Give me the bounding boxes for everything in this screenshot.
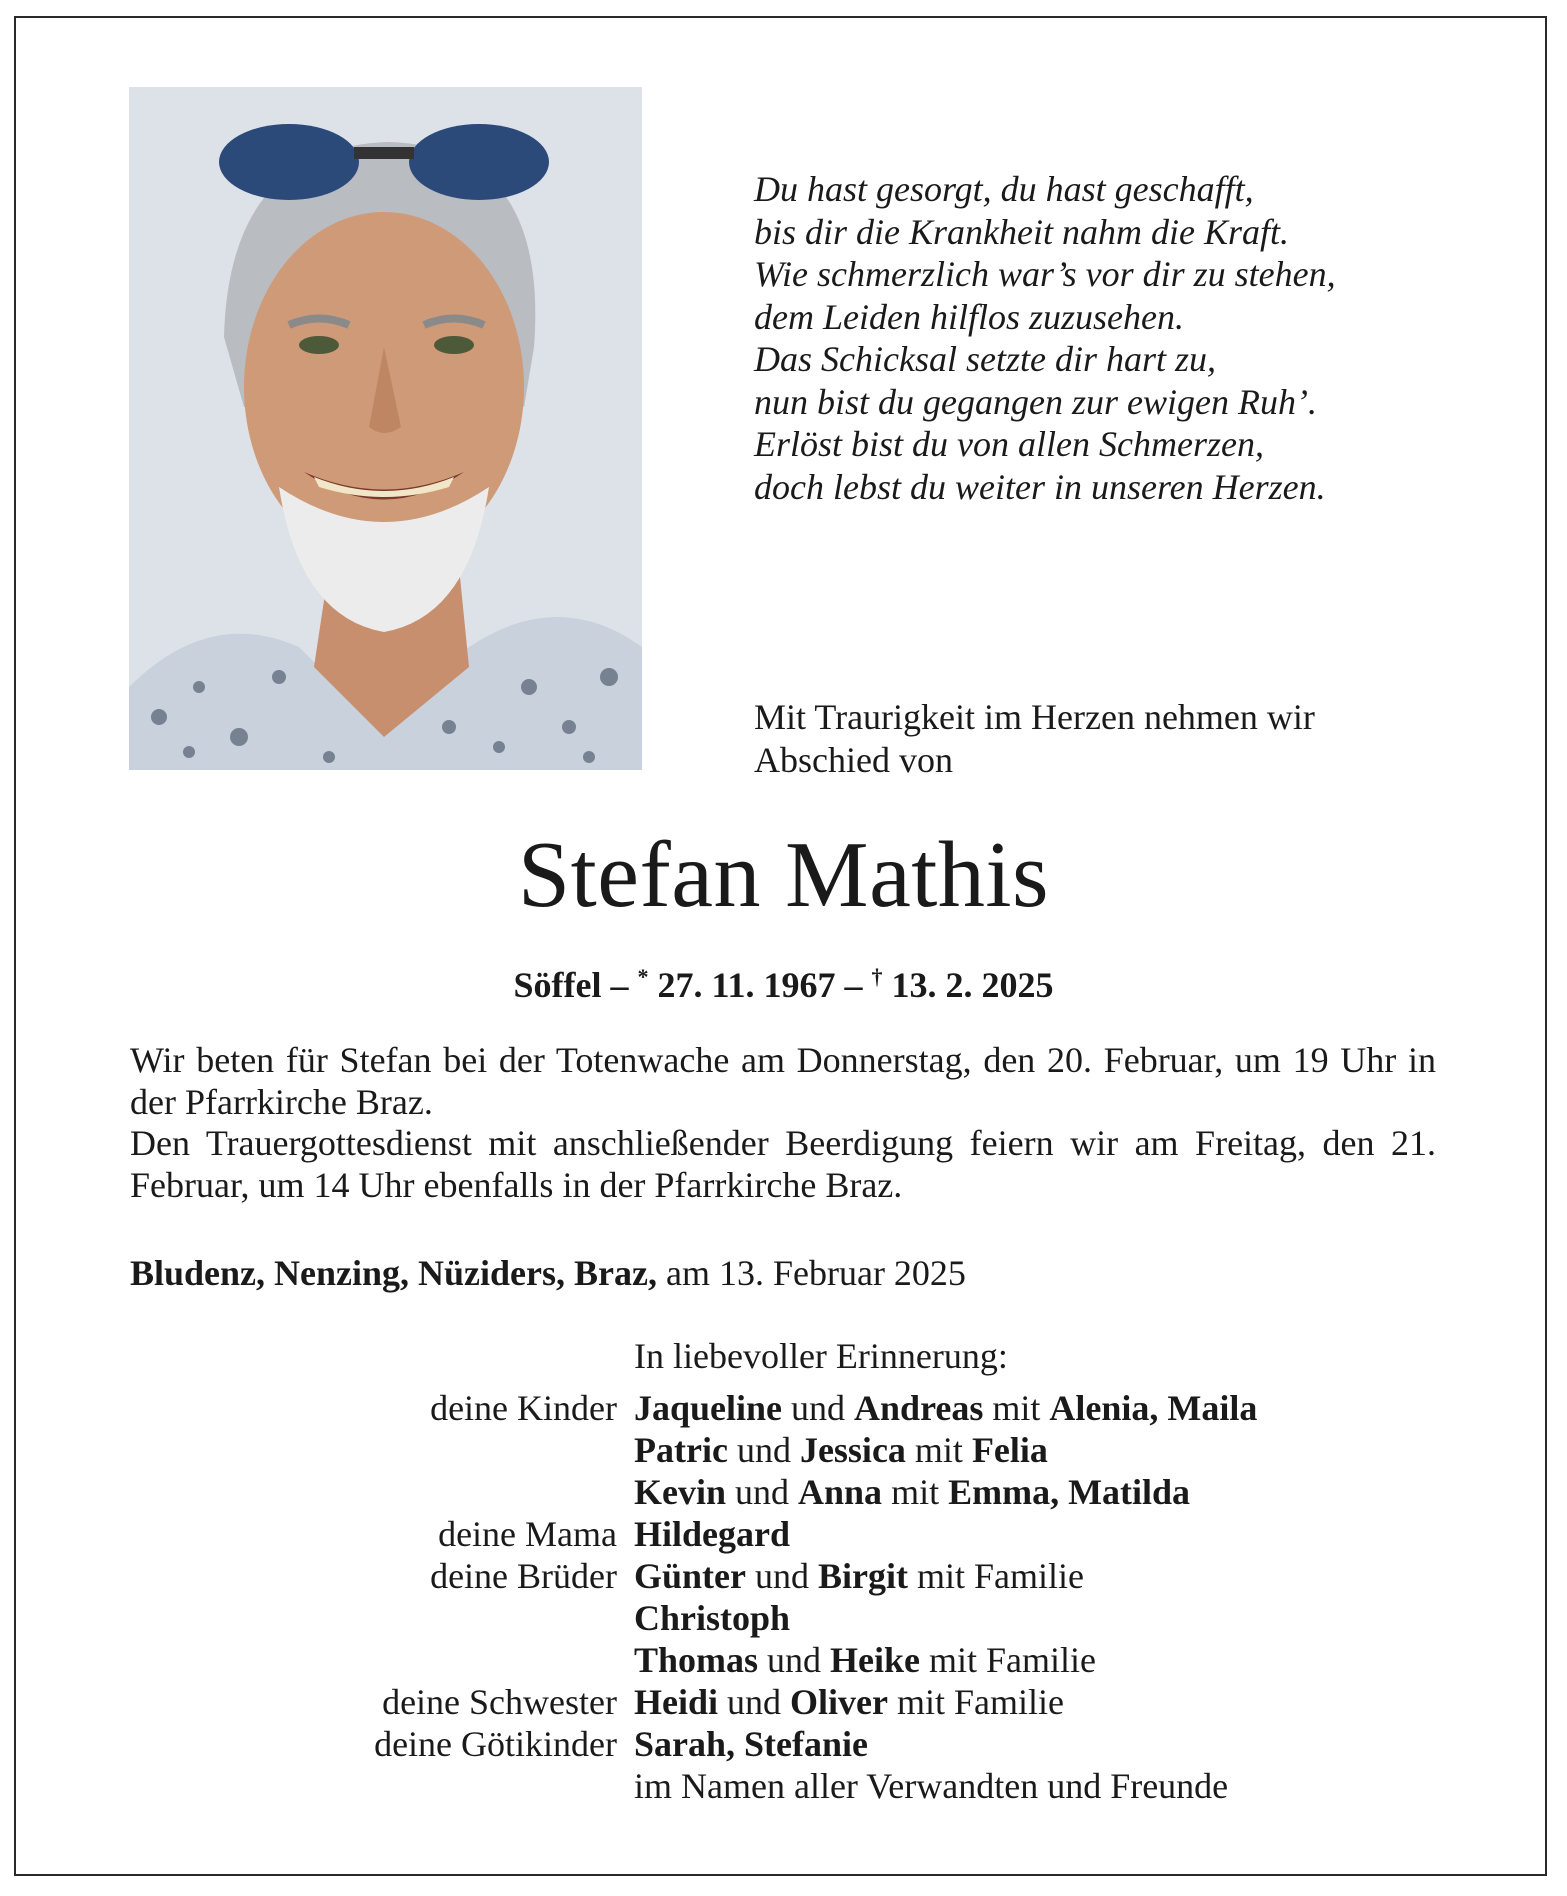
mourners-list: [0, 1387, 1567, 1765]
wake-paragraph: Wir beten für Stefan bei der Totenwache am Donnerstag, den 20. Februar, um 19 Uhr in der Pfarrkirche Braz.: [130, 1040, 1436, 1122]
poem-line: doch lebst du weiter in unseren Herzen.: [754, 466, 1326, 507]
poem-line: Du hast gesorgt, du hast geschafft,: [754, 169, 1254, 209]
poem-line: bis dir die Krankheit nahm die Kraft.: [754, 211, 1289, 252]
mourner-name: Thomas: [634, 1640, 759, 1680]
mourner-row: [0, 1513, 1567, 1555]
connector-text: mit: [983, 1388, 1050, 1428]
relation-label: deine Brüder: [430, 1556, 617, 1596]
connector-text: und: [727, 1430, 800, 1470]
funeral-paragraph: Den Trauergottesdienst mit anschließender Beerdigung feiern wir am Freitag, den 21. Februar, um 14 Uhr ebenfalls in der Pfarrkirche Braz.: [130, 1123, 1436, 1205]
mourner-names: [634, 1471, 1190, 1513]
mourner-name: Christoph: [634, 1598, 791, 1638]
intro-text: [754, 696, 1494, 781]
closing-line: im Namen aller Verwandten und Freunde: [634, 1766, 1229, 1806]
relation-label: deine Mama: [438, 1514, 617, 1554]
mourner-name: Sarah, Stefanie: [634, 1724, 868, 1764]
mourner-name: Anna: [798, 1472, 883, 1512]
mourner-name: Heike: [830, 1640, 921, 1680]
connector-text: und: [718, 1682, 791, 1722]
birth-date: 27. 11. 1967: [648, 965, 836, 1005]
mourner-row: [0, 1597, 1567, 1639]
service-announcement: [130, 1040, 1436, 1206]
mourner-name: Jessica: [799, 1430, 906, 1470]
portrait-photo: [129, 87, 642, 770]
poem: [754, 168, 1494, 508]
mourner-name: Günter: [634, 1556, 746, 1596]
mourner-names: [634, 1429, 1048, 1471]
poem-line: nun bist du gegangen zur ewigen Ruh’.: [754, 381, 1317, 422]
mourner-name: Heidi: [634, 1682, 719, 1722]
mourner-row: [0, 1471, 1567, 1513]
death-date: 13. 2. 2025: [882, 965, 1054, 1005]
separator: –: [835, 965, 872, 1005]
poem-line: dem Leiden hilflos zuzusehen.: [754, 296, 1184, 337]
mourner-names: [634, 1681, 1064, 1723]
mourner-names: [634, 1723, 868, 1765]
mourner-name: Felia: [971, 1430, 1048, 1470]
connector-text: mit: [882, 1472, 949, 1512]
mourner-name: Patric: [634, 1430, 728, 1470]
mourner-row: [0, 1555, 1567, 1597]
mourner-row: [0, 1681, 1567, 1723]
mourner-names: [634, 1597, 790, 1639]
mourner-row: [0, 1723, 1567, 1765]
poem-line: Wie schmerzlich war’s vor dir zu stehen,: [754, 254, 1336, 294]
poem-line: Das Schicksal setzte dir hart zu,: [754, 339, 1216, 379]
connector-text: mit Familie: [920, 1640, 1097, 1680]
mourner-name: Oliver: [790, 1682, 888, 1722]
place-date: [130, 1252, 1436, 1294]
mourner-name: Jaqueline: [634, 1388, 783, 1428]
mourner-name: Birgit: [818, 1556, 908, 1596]
memory-label: In liebevoller Erinnerung:: [634, 1336, 1008, 1376]
connector-text: mit Familie: [887, 1682, 1064, 1722]
separator: –: [601, 965, 638, 1005]
towns: Bludenz, Nenzing, Nüziders, Braz,: [130, 1253, 657, 1293]
mourner-row: [0, 1387, 1567, 1429]
deceased-name: Stefan Mathis: [517, 823, 1050, 927]
relation-label: deine Götikinder: [374, 1724, 617, 1764]
mourner-name: Emma, Matilda: [948, 1472, 1191, 1512]
mourner-name: Hildegard: [634, 1514, 791, 1554]
intro-line: Abschied von: [754, 739, 953, 780]
mourner-name: Kevin: [634, 1472, 727, 1512]
connector-text: mit Familie: [907, 1556, 1084, 1596]
death-symbol: †: [871, 964, 883, 989]
connector-text: und: [758, 1640, 831, 1680]
mourner-names: [634, 1387, 1257, 1429]
connector-text: und: [746, 1556, 818, 1596]
mourner-name: Andreas: [854, 1388, 984, 1428]
relation-label: deine Schwester: [382, 1682, 617, 1722]
birth-symbol: *: [637, 964, 649, 989]
life-dates: [0, 955, 1567, 1007]
announcement-date: am 13. Februar 2025: [657, 1253, 966, 1293]
connector-text: mit: [905, 1430, 972, 1470]
portrait-illustration: [129, 87, 642, 770]
mourner-row: [0, 1429, 1567, 1471]
mourner-names: [634, 1555, 1084, 1597]
mourner-row: [0, 1639, 1567, 1681]
mourner-names: [634, 1513, 790, 1555]
intro-line: Mit Traurigkeit im Herzen nehmen wir: [754, 697, 1315, 737]
poem-line: Erlöst bist du von allen Schmerzen,: [754, 424, 1264, 464]
nickname: Söffel: [513, 965, 602, 1005]
mourner-names: [634, 1639, 1096, 1681]
connector-text: und: [726, 1472, 799, 1512]
connector-text: und: [782, 1388, 855, 1428]
relation-label: deine Kinder: [430, 1388, 617, 1428]
mourner-name: Alenia, Maila: [1049, 1388, 1258, 1428]
